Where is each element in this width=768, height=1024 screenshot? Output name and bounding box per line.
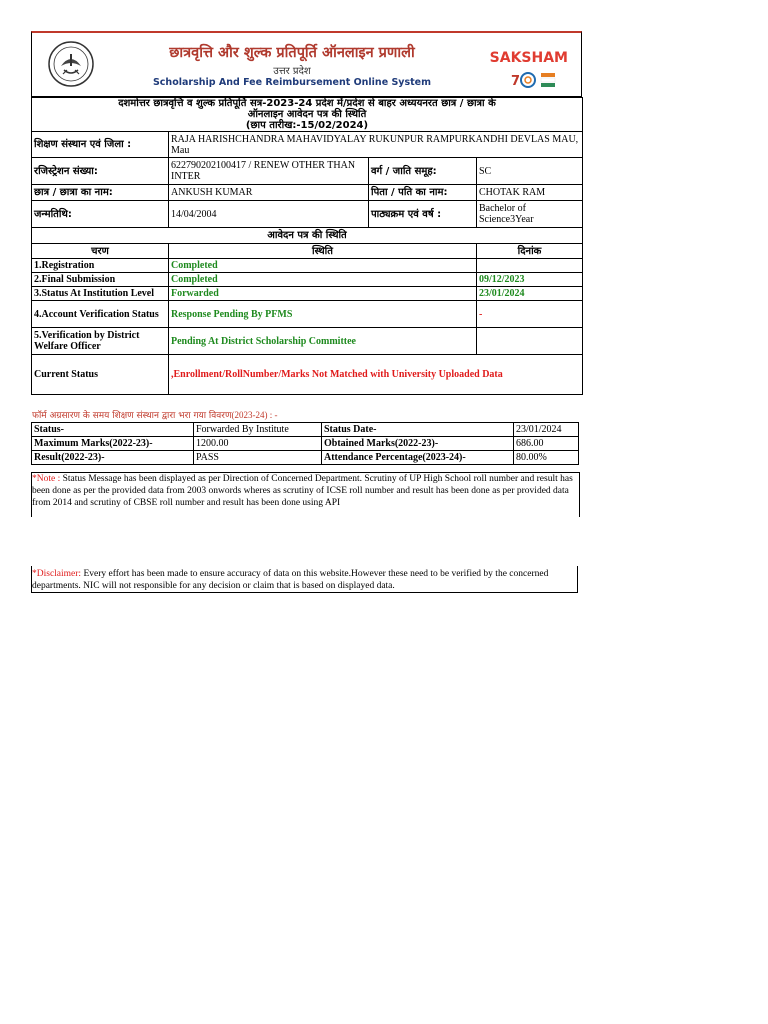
stage-cell: 2.Final Submission bbox=[32, 273, 169, 287]
dob-label: जन्मतिथि: bbox=[32, 201, 169, 228]
status-cell: Completed bbox=[169, 273, 477, 287]
registration-label: रजिस्ट्रेशन संख्या: bbox=[32, 158, 169, 185]
date-cell: - bbox=[477, 301, 583, 328]
attendance-label: Attendance Percentage(2023-24)- bbox=[322, 451, 514, 465]
institution-label: शिक्षण संस्थान एवं जिला : bbox=[32, 132, 169, 158]
disclaimer-text: Every effort has been made to ensure accuracy of data on this website.However these need to be verified by the concerned departments. NIC will not responsible for any decision or claim that is based on displayed data. bbox=[32, 569, 549, 591]
caste-value: SC bbox=[477, 158, 583, 185]
table-row bbox=[32, 328, 583, 355]
table-row bbox=[32, 451, 579, 465]
disclaimer-label: *Disclaimer: bbox=[32, 569, 82, 579]
student-name-label: छात्र / छात्रा का नाम: bbox=[32, 185, 169, 201]
up-state-emblem-icon bbox=[47, 40, 95, 88]
date-cell: 23/01/2024 bbox=[477, 287, 583, 301]
table-row bbox=[32, 287, 583, 301]
institution-fill-section bbox=[31, 408, 578, 465]
obtained-marks-label: Obtained Marks(2022-23)- bbox=[322, 437, 514, 451]
obtained-marks-value: 686.00 bbox=[514, 437, 579, 451]
attendance-value: 80.00% bbox=[514, 451, 579, 465]
stage-cell: 5.Verification by District Welfare Officer bbox=[32, 328, 169, 355]
date-cell bbox=[477, 259, 583, 273]
course-label: पाठ्यक्रम एवं वर्ष : bbox=[369, 201, 477, 228]
table-row bbox=[32, 423, 579, 437]
course-value: Bachelor of Science3Year bbox=[477, 201, 583, 228]
disclaimer-box bbox=[31, 566, 578, 593]
status-cell: Forwarded bbox=[169, 287, 477, 301]
status-cell: Pending At District Scholarship Committee bbox=[169, 328, 477, 355]
report-caption bbox=[32, 98, 583, 132]
institution-fill-heading bbox=[31, 408, 578, 422]
portal-title-hindi: छात्रवृत्ति और शुल्क प्रतिपूर्ति ऑनलाइन प्रणाली bbox=[169, 45, 415, 61]
max-marks-label: Maximum Marks(2022-23)- bbox=[32, 437, 194, 451]
institution-value: RAJA HARISHCHANDRA MAHAVIDYALAY RUKUNPUR RAMPURKANDHI DEVLAS MAU, Mau bbox=[169, 132, 583, 158]
stage-cell: 4.Account Verification Status bbox=[32, 301, 169, 328]
stage-cell: 1.Registration bbox=[32, 259, 169, 273]
result-value: PASS bbox=[194, 451, 322, 465]
status-report bbox=[31, 31, 582, 395]
note-label: *Note : bbox=[32, 474, 61, 484]
date-column-header: दिनांक bbox=[477, 244, 583, 259]
result-label: Result(2022-23)- bbox=[32, 451, 194, 465]
status-column-header: स्थिति bbox=[169, 244, 477, 259]
caption-line-1: दशमोत्तर छात्रवृत्ति व शुल्क प्रतिपूर्ति सत्र-2023-24 प्रदेश में/प्रदेश से बाहर अध्ययनरत छात्र / छात्रा के bbox=[118, 98, 496, 109]
table-row bbox=[32, 437, 579, 451]
current-status-value: ,Enrollment/RollNumber/Marks Not Matched with University Uploaded Data bbox=[169, 355, 583, 395]
date-cell bbox=[477, 328, 583, 355]
status-cell: Completed bbox=[169, 259, 477, 273]
stage-column-header: चरण bbox=[32, 244, 169, 259]
note-text: Status Message has been displayed as per Direction of Concerned Department. Scrutiny of UP High School roll number and result has been done as per the provided data from 2003 onwords wheres as scrutiny of ICSE roll number and result has been done as per provided data from 2014 and scrutiny of CBSE roll number and result has been done using API bbox=[32, 474, 573, 508]
registration-value: 622790202100417 / RENEW OTHER THAN INTER bbox=[169, 158, 369, 185]
status-section-title: आवेदन पत्र की स्थिति bbox=[32, 228, 583, 244]
caste-label: वर्ग / जाति समूह: bbox=[369, 158, 477, 185]
student-name-value: ANKUSH KUMAR bbox=[169, 185, 369, 201]
date-cell: 09/12/2023 bbox=[477, 273, 583, 287]
dob-value: 14/04/2004 bbox=[169, 201, 369, 228]
institution-fill-heading-year: (2023-24) : - bbox=[231, 410, 278, 420]
current-status-label: Current Status bbox=[32, 355, 169, 395]
portal-title-english: Scholarship And Fee Reimbursement Online System bbox=[152, 77, 432, 88]
stage-cell: 3.Status At Institution Level bbox=[32, 287, 169, 301]
table-row bbox=[32, 301, 583, 328]
status-label: Status- bbox=[32, 423, 194, 437]
application-status-table bbox=[31, 97, 583, 395]
marks-table bbox=[31, 422, 579, 465]
institution-fill-heading-text: फॉर्म अग्रसारण के समय शिक्षण संस्थान द्वारा भरा गया विवरण bbox=[32, 411, 232, 421]
azadi-amrit-mahotsav-logo-icon bbox=[509, 69, 561, 91]
saksham-brand: SAKSHAM bbox=[489, 50, 568, 66]
status-date-label: Status Date- bbox=[322, 423, 514, 437]
father-name-value: CHOTAK RAM bbox=[477, 185, 583, 201]
portal-header bbox=[31, 31, 582, 97]
caption-line-2: ऑनलाइन आवेदन पत्र की स्थिति bbox=[247, 109, 367, 120]
status-cell: Response Pending By PFMS bbox=[169, 301, 477, 328]
max-marks-value: 1200.00 bbox=[194, 437, 322, 451]
note-box bbox=[31, 472, 580, 517]
table-row bbox=[32, 259, 583, 273]
table-row bbox=[32, 273, 583, 287]
svg-text:7: 7 bbox=[511, 74, 521, 89]
status-date-value: 23/01/2024 bbox=[514, 423, 579, 437]
state-name: उत्तर प्रदेश bbox=[273, 66, 311, 77]
status-value: Forwarded By Institute bbox=[194, 423, 322, 437]
print-date: (छाप तारीख:-15/02/2024) bbox=[245, 120, 369, 131]
father-name-label: पिता / पति का नाम: bbox=[369, 185, 477, 201]
